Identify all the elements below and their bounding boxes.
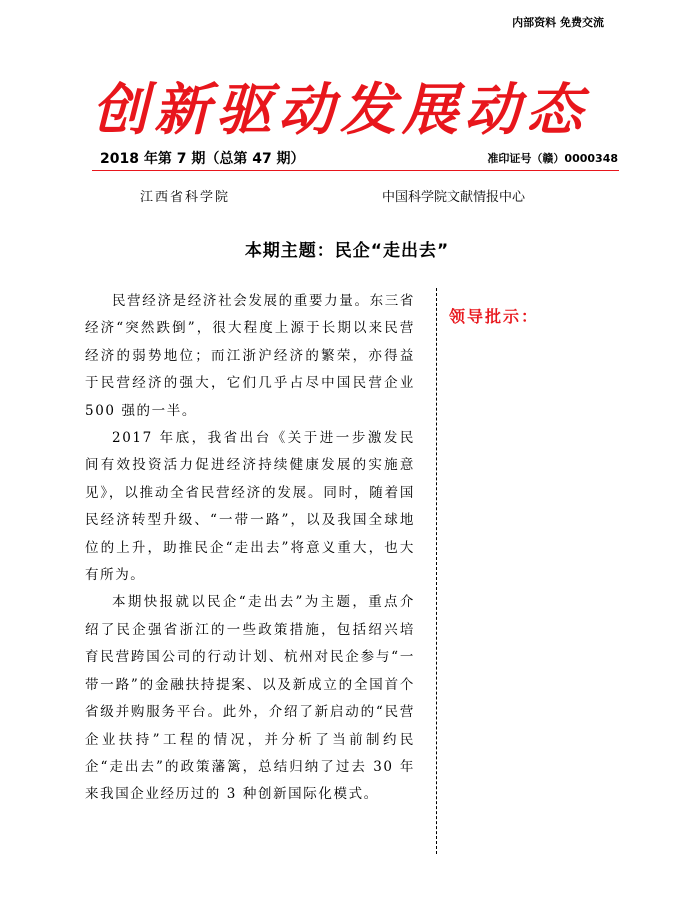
permit-number: 准印证号（赣）0000348 <box>487 152 618 165</box>
org-left: 江西省科学院 <box>140 190 231 205</box>
body-text <box>85 288 415 809</box>
column-divider <box>436 288 437 854</box>
leader-note-label: 领导批示： <box>449 307 540 326</box>
issue-line <box>100 148 618 170</box>
paragraph: 本期快报就以民企“走出去”为主题，重点介绍了民企强省浙江的一些政策措施，包括绍兴培育民营跨国公司的行动计划、杭州对民企参与“一带一路”的金融扶持提案、以及新成立的全国首个省级并购服务平台。此外，介绍了新启动的“民营企业扶持”工程的情况，并分析了当前制约民企“走出去”的政策藩篱，总结归纳了过去 30 年来我国企业经历过的 3 种创新国际化模式。 <box>85 594 415 803</box>
org-right: 中国科学院文献情报中心 <box>382 190 526 205</box>
paragraph: 民营经济是经济社会发展的重要力量。东三省经济“突然跌倒”，很大程度上源于长期以来民营经济的弱势地位；而江浙沪经济的繁荣，亦得益于民营经济的强大，它们几乎占尽中国民营企业 500 强的一半。 <box>85 293 415 419</box>
issue-number: 2018 年第 7 期（总第 47 期） <box>100 151 305 167</box>
header-rule <box>92 170 619 171</box>
top-note: 内部资料 免费交流 <box>512 16 604 29</box>
issue-theme: 本期主题：民企“走出去” <box>244 241 450 261</box>
paragraph: 2017 年底，我省出台《关于进一步激发民间有效投资活力促进经济持续健康发展的实施意见》，以推动全省民营经济的发展。同时，随着国民经济转型升级、“一带一路”，以及我国全球地位的上升，助推民企“走出去”将意义重大，也大有所为。 <box>85 430 415 584</box>
masthead-title: 创新驱动发展动态 <box>92 77 588 143</box>
